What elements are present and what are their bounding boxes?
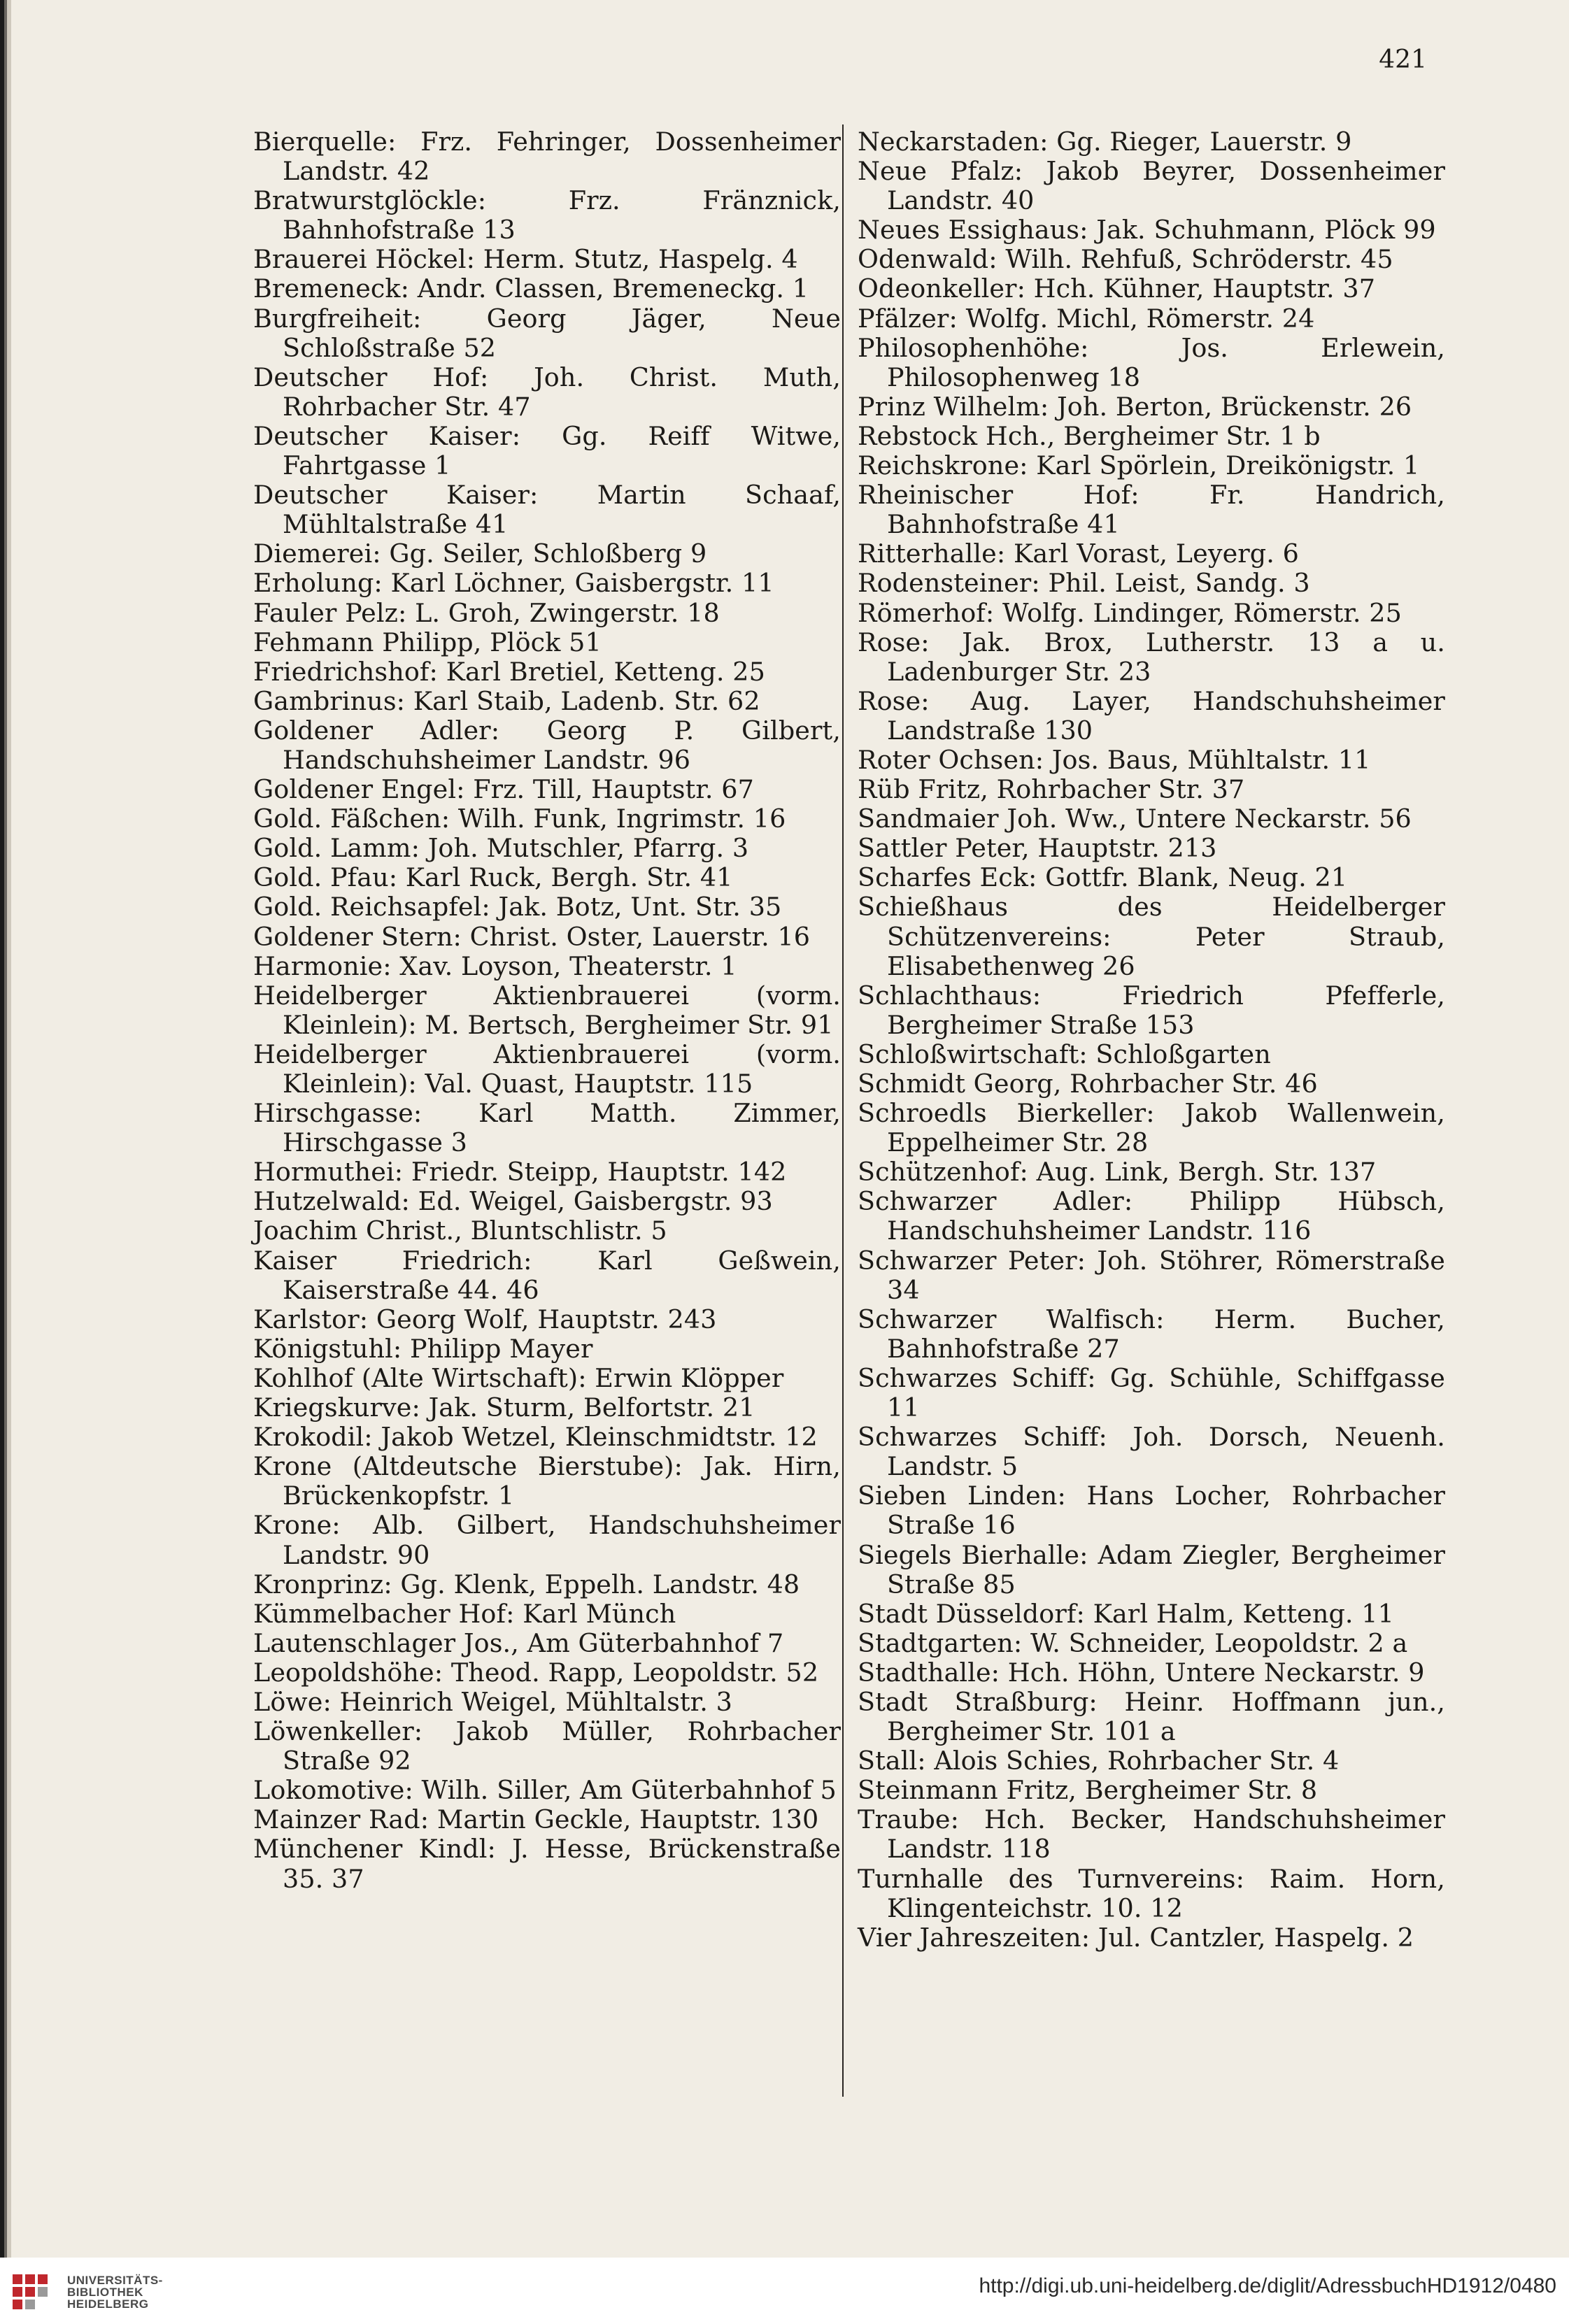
directory-entry: Krone (Altdeutsche Bierstube): Jak. Hirn, Brückenkopfstr. 1 xyxy=(253,1451,841,1511)
directory-entry: Deutscher Kaiser: Martin Schaaf, Mühltalstraße 41 xyxy=(253,480,841,540)
directory-entry: Philosophenhöhe: Jos. Erlewein, Philosophenweg 18 xyxy=(858,332,1445,392)
page-number: 421 xyxy=(1379,45,1427,74)
directory-entry: Leopoldshöhe: Theod. Rapp, Leopoldstr. 52 xyxy=(253,1657,819,1688)
directory-entry: Hirschgasse: Karl Matth. Zimmer, Hirschgasse 3 xyxy=(253,1098,841,1158)
directory-entry: Reichskrone: Karl Spörlein, Dreikönigstr. 1 xyxy=(858,450,1420,481)
source-url-link[interactable]: http://digi.ub.uni-heidelberg.de/diglit/AdressbuchHD1912/0480 xyxy=(979,2274,1556,2297)
library-name-line: HEIDELBERG xyxy=(67,2297,149,2311)
directory-entry: Deutscher Hof: Joh. Christ. Muth, Rohrbacher Str. 47 xyxy=(253,362,841,422)
directory-entry: Bratwurstglöckle: Frz. Fränznick, Bahnhofstraße 13 xyxy=(253,185,841,245)
directory-entry: Stadthalle: Hch. Höhn, Untere Neckarstr. 9 xyxy=(858,1657,1425,1688)
directory-entry: Stall: Alois Schies, Rohrbacher Str. 4 xyxy=(858,1746,1340,1776)
directory-entry: Goldener Stern: Christ. Oster, Lauerstr. 16 xyxy=(253,921,811,952)
directory-entry: Sandmaier Joh. Ww., Untere Neckarstr. 56 xyxy=(858,804,1412,834)
right-column xyxy=(858,127,1445,1953)
directory-entry: Odeonkeller: Hch. Kühner, Hauptstr. 37 xyxy=(858,273,1376,304)
directory-entry: Gold. Fäßchen: Wilh. Funk, Ingrimstr. 16 xyxy=(253,804,786,834)
directory-entry: Rheinischer Hof: Fr. Handrich, Bahnhofstraße 41 xyxy=(858,480,1445,540)
directory-entry: Joachim Christ., Bluntschlistr. 5 xyxy=(253,1216,667,1246)
directory-entry: Prinz Wilhelm: Joh. Berton, Brückenstr. 26 xyxy=(858,391,1412,422)
directory-entry: Neue Pfalz: Jakob Beyrer, Dossenheimer Landstr. 40 xyxy=(858,156,1445,216)
directory-entry: Vier Jahreszeiten: Jul. Cantzler, Haspelg. 2 xyxy=(858,1922,1414,1953)
directory-entry: Fehmann Philipp, Plöck 51 xyxy=(253,627,602,657)
directory-entry: Schwarzer Walfisch: Herm. Bucher, Bahnhofstraße 27 xyxy=(858,1304,1445,1364)
directory-entry: Kümmelbacher Hof: Karl Münch xyxy=(253,1598,676,1629)
directory-entry: Sattler Peter, Hauptstr. 213 xyxy=(858,833,1217,864)
directory-entry: Kronprinz: Gg. Klenk, Eppelh. Landstr. 48 xyxy=(253,1569,800,1599)
directory-entry: Mainzer Rad: Martin Geckle, Hauptstr. 130 xyxy=(253,1804,819,1835)
footer-bar xyxy=(0,2258,1569,2324)
directory-entry: Schwarzes Schiff: Gg. Schühle, Schiffgasse 11 xyxy=(858,1362,1445,1423)
directory-entry: Rose: Jak. Brox, Lutherstr. 13 a u. Ladenburger Str. 23 xyxy=(858,627,1445,687)
directory-entry: Goldener Engel: Frz. Till, Hauptstr. 67 xyxy=(253,774,754,805)
directory-entry: Rüb Fritz, Rohrbacher Str. 37 xyxy=(858,774,1245,805)
directory-entry: Ritterhalle: Karl Vorast, Leyerg. 6 xyxy=(858,539,1300,569)
directory-entry: Schroedls Bierkeller: Jakob Wallenwein, Eppelheimer Str. 28 xyxy=(858,1098,1445,1158)
directory-entry: Rodensteiner: Phil. Leist, Sandg. 3 xyxy=(858,568,1310,599)
directory-entry: Lokomotive: Wilh. Siller, Am Güterbahnhof 5 xyxy=(253,1775,837,1806)
directory-entry: Münchener Kindl: J. Hesse, Brückenstraße 35. 37 xyxy=(253,1834,841,1894)
directory-entry: Gambrinus: Karl Staib, Ladenb. Str. 62 xyxy=(253,685,760,716)
directory-entry: Gold. Pfau: Karl Ruck, Bergh. Str. 41 xyxy=(253,862,733,893)
column-divider xyxy=(842,124,844,2097)
directory-entry: Stadtgarten: W. Schneider, Leopoldstr. 2 a xyxy=(858,1627,1408,1658)
directory-entry: Stadt Düsseldorf: Karl Halm, Ketteng. 11 xyxy=(858,1598,1394,1629)
library-name-line: UNIVERSITÄTS- xyxy=(67,2274,163,2287)
directory-entry: Bremeneck: Andr. Classen, Bremeneckg. 1 xyxy=(253,273,809,304)
directory-entry: Krokodil: Jakob Wetzel, Kleinschmidtstr. 12 xyxy=(253,1422,818,1453)
directory-entry: Schützenhof: Aug. Link, Bergh. Str. 137 xyxy=(858,1157,1377,1188)
library-name xyxy=(67,2274,163,2310)
left-column xyxy=(253,127,841,1894)
directory-entry: Schwarzes Schiff: Joh. Dorsch, Neuenh. Landstr. 5 xyxy=(858,1422,1445,1482)
directory-entry: Pfälzer: Wolfg. Michl, Römerstr. 24 xyxy=(858,303,1315,334)
directory-entry: Schwarzer Adler: Philipp Hübsch, Handschuhsheimer Landstr. 116 xyxy=(858,1186,1445,1246)
directory-entry: Neckarstaden: Gg. Rieger, Lauerstr. 9 xyxy=(858,127,1352,157)
directory-entry: Neues Essighaus: Jak. Schuhmann, Plöck 99 xyxy=(858,215,1436,245)
directory-entry: Fauler Pelz: L. Groh, Zwingerstr. 18 xyxy=(253,597,720,628)
directory-entry: Schießhaus des Heidelberger Schützenvereins: Peter Straub, Elisabethenweg 26 xyxy=(858,892,1445,981)
directory-entry: Sieben Linden: Hans Locher, Rohrbacher Straße 16 xyxy=(858,1481,1445,1541)
directory-entry: Gold. Lamm: Joh. Mutschler, Pfarrg. 3 xyxy=(253,833,749,864)
directory-entry: Löwe: Heinrich Weigel, Mühltalstr. 3 xyxy=(253,1686,732,1717)
directory-entry: Schwarzer Peter: Joh. Stöhrer, Römerstraße 34 xyxy=(858,1245,1445,1305)
book-spine-edge xyxy=(0,0,11,2324)
directory-entry: Traube: Hch. Becker, Handschuhsheimer Landstr. 118 xyxy=(858,1804,1445,1865)
directory-entry: Rebstock Hch., Bergheimer Str. 1 b xyxy=(858,420,1321,451)
directory-entry: Friedrichshof: Karl Bretiel, Ketteng. 25 xyxy=(253,656,765,687)
directory-entry: Heidelberger Aktienbrauerei (vorm. Kleinlein): M. Bertsch, Bergheimer Str. 91 xyxy=(253,980,841,1040)
directory-entry: Kriegskurve: Jak. Sturm, Belfortstr. 21 xyxy=(253,1392,755,1423)
directory-entry: Schmidt Georg, Rohrbacher Str. 46 xyxy=(858,1069,1318,1099)
directory-entry: Löwenkeller: Jakob Müller, Rohrbacher Straße 92 xyxy=(253,1716,841,1776)
directory-entry: Erholung: Karl Löchner, Gaisbergstr. 11 xyxy=(253,568,774,599)
directory-entry: Römerhof: Wolfg. Lindinger, Römerstr. 25 xyxy=(858,597,1402,628)
directory-entry: Bierquelle: Frz. Fehringer, Dossenheimer Landstr. 42 xyxy=(253,127,841,187)
university-library-logo-icon xyxy=(10,2272,59,2312)
directory-entry: Hormuthei: Friedr. Steipp, Hauptstr. 142 xyxy=(253,1157,787,1188)
directory-entry: Scharfes Eck: Gottfr. Blank, Neug. 21 xyxy=(858,862,1348,893)
directory-entry: Stadt Straßburg: Heinr. Hoffmann jun., Bergheimer Str. 101 a xyxy=(858,1686,1445,1747)
directory-entry: Odenwald: Wilh. Rehfuß, Schröderstr. 45 xyxy=(858,244,1393,275)
directory-entry: Steinmann Fritz, Bergheimer Str. 8 xyxy=(858,1775,1318,1806)
directory-entry: Harmonie: Xav. Loyson, Theaterstr. 1 xyxy=(253,950,737,981)
directory-entry: Schlachthaus: Friedrich Pfefferle, Bergheimer Straße 153 xyxy=(858,980,1445,1040)
directory-entry: Hutzelwald: Ed. Weigel, Gaisbergstr. 93 xyxy=(253,1186,773,1217)
directory-entry: Karlstor: Georg Wolf, Hauptstr. 243 xyxy=(253,1304,717,1334)
directory-entry: Rose: Aug. Layer, Handschuhsheimer Landstraße 130 xyxy=(858,685,1445,746)
directory-entry: Brauerei Höckel: Herm. Stutz, Haspelg. 4 xyxy=(253,244,798,275)
directory-entry: Roter Ochsen: Jos. Baus, Mühltalstr. 11 xyxy=(858,744,1371,775)
directory-entry: Siegels Bierhalle: Adam Ziegler, Bergheimer Straße 85 xyxy=(858,1539,1445,1599)
directory-entry: Goldener Adler: Georg P. Gilbert, Handschuhsheimer Landstr. 96 xyxy=(253,715,841,775)
directory-entry: Diemerei: Gg. Seiler, Schloßberg 9 xyxy=(253,539,707,569)
directory-entry: Königstuhl: Philipp Mayer xyxy=(253,1333,593,1364)
directory-entry: Gold. Reichsapfel: Jak. Botz, Unt. Str. 35 xyxy=(253,892,782,922)
directory-entry: Kaiser Friedrich: Karl Geßwein, Kaiserstraße 44. 46 xyxy=(253,1245,841,1305)
directory-entry: Lautenschlager Jos., Am Güterbahnhof 7 xyxy=(253,1627,784,1658)
directory-entry: Kohlhof (Alte Wirtschaft): Erwin Klöpper xyxy=(253,1362,784,1393)
directory-entry: Turnhalle des Turnvereins: Raim. Horn, Klingenteichstr. 10. 12 xyxy=(858,1863,1445,1923)
library-name-line: BIBLIOTHEK xyxy=(67,2286,143,2299)
directory-entry: Schloßwirtschaft: Schloßgarten xyxy=(858,1039,1271,1069)
directory-entry: Krone: Alb. Gilbert, Handschuhsheimer Landstr. 90 xyxy=(253,1510,841,1570)
directory-entry: Heidelberger Aktienbrauerei (vorm. Kleinlein): Val. Quast, Hauptstr. 115 xyxy=(253,1039,841,1099)
directory-entry: Burgfreiheit: Georg Jäger, Neue Schloßstraße 52 xyxy=(253,303,841,363)
directory-entry: Deutscher Kaiser: Gg. Reiff Witwe, Fahrtgasse 1 xyxy=(253,420,841,481)
